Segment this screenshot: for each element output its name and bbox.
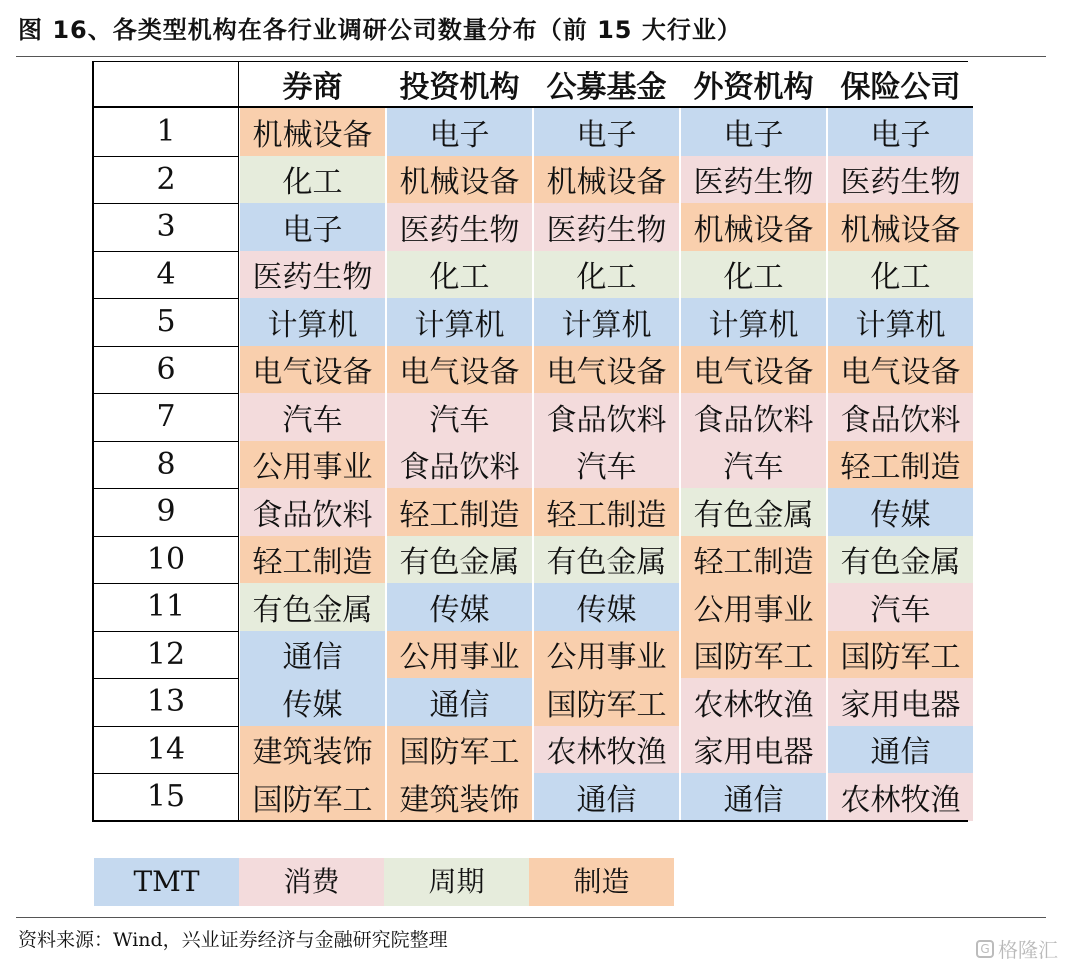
industry-cell: 化工 xyxy=(827,251,973,299)
rank-row-divider xyxy=(94,773,238,774)
industry-cell: 轻工制造 xyxy=(533,488,680,536)
table-row xyxy=(94,251,973,299)
industry-cell: 电子 xyxy=(239,203,386,251)
industry-cell: 食品饮料 xyxy=(386,441,533,489)
bottom-divider xyxy=(16,917,1046,918)
industry-cell: 医药生物 xyxy=(239,251,386,299)
rank-row-divider xyxy=(94,726,238,727)
industry-cell: 通信 xyxy=(386,678,533,726)
rank-number: 4 xyxy=(94,251,239,299)
rank-row-divider xyxy=(94,441,238,442)
header-corner xyxy=(94,62,239,107)
table-row xyxy=(94,346,973,394)
industry-cell: 机械设备 xyxy=(239,107,386,156)
industry-cell: 有色金属 xyxy=(239,583,386,631)
industry-cell: 国防军工 xyxy=(533,678,680,726)
category-legend xyxy=(94,858,674,906)
table-row xyxy=(94,107,973,156)
industry-cell: 电气设备 xyxy=(827,346,973,394)
industry-cell: 有色金属 xyxy=(386,536,533,584)
figure-title: 图 16、各类型机构在各行业调研公司数量分布（前 15 大行业） xyxy=(18,16,742,44)
industry-cell: 医药生物 xyxy=(827,156,973,204)
industry-cell: 计算机 xyxy=(386,298,533,346)
industry-cell: 电子 xyxy=(827,107,973,156)
industry-cell: 化工 xyxy=(239,156,386,204)
industry-cell: 汽车 xyxy=(386,393,533,441)
industry-cell: 轻工制造 xyxy=(680,536,827,584)
header-insurance-company: 保险公司 xyxy=(827,62,973,107)
industry-cell: 国防军工 xyxy=(386,726,533,774)
industry-cell: 电气设备 xyxy=(680,346,827,394)
industry-cell: 电子 xyxy=(533,107,680,156)
industry-cell: 国防军工 xyxy=(827,631,973,679)
source-note: 资料来源：Wind，兴业证券经济与金融研究院整理 xyxy=(18,929,448,951)
industry-cell: 农林牧渔 xyxy=(533,726,680,774)
industry-cell: 农林牧渔 xyxy=(680,678,827,726)
industry-cell: 医药生物 xyxy=(680,156,827,204)
industry-cell: 食品饮料 xyxy=(533,393,680,441)
rank-row-divider xyxy=(94,203,238,204)
rank-number: 5 xyxy=(94,298,239,346)
industry-cell: 通信 xyxy=(827,726,973,774)
industry-cell: 国防军工 xyxy=(680,631,827,679)
industry-cell: 农林牧渔 xyxy=(827,773,973,821)
rank-number: 9 xyxy=(94,488,239,536)
industry-cell: 食品饮料 xyxy=(827,393,973,441)
industry-cell: 汽车 xyxy=(533,441,680,489)
industry-cell: 公用事业 xyxy=(386,631,533,679)
rank-number: 15 xyxy=(94,773,239,821)
industry-cell: 化工 xyxy=(533,251,680,299)
table-header-row xyxy=(94,62,973,107)
table-row xyxy=(94,726,973,774)
rank-number: 7 xyxy=(94,393,239,441)
industry-cell: 通信 xyxy=(680,773,827,821)
watermark xyxy=(976,934,1058,963)
legend-item-tmt: TMT xyxy=(94,858,239,906)
rank-row-divider xyxy=(94,393,238,394)
rank-row-divider xyxy=(94,583,238,584)
rank-row-divider xyxy=(94,251,238,252)
industry-cell: 机械设备 xyxy=(680,203,827,251)
table-row xyxy=(94,488,973,536)
industry-cell: 食品饮料 xyxy=(680,393,827,441)
top-divider xyxy=(16,56,1046,57)
industry-cell: 有色金属 xyxy=(533,536,680,584)
header-investment-institution: 投资机构 xyxy=(386,62,533,107)
industry-cell: 公用事业 xyxy=(533,631,680,679)
industry-cell: 机械设备 xyxy=(827,203,973,251)
industry-cell: 公用事业 xyxy=(239,441,386,489)
industry-cell: 电气设备 xyxy=(239,346,386,394)
rank-number: 12 xyxy=(94,631,239,679)
industry-cell: 有色金属 xyxy=(827,536,973,584)
industry-cell: 传媒 xyxy=(239,678,386,726)
table-row xyxy=(94,678,973,726)
table-row xyxy=(94,393,973,441)
industry-cell: 传媒 xyxy=(386,583,533,631)
table-row xyxy=(94,583,973,631)
industry-cell: 公用事业 xyxy=(680,583,827,631)
rank-number: 14 xyxy=(94,726,239,774)
rank-number: 6 xyxy=(94,346,239,394)
industry-cell: 建筑装饰 xyxy=(239,726,386,774)
table-row xyxy=(94,773,973,821)
industry-cell: 化工 xyxy=(680,251,827,299)
industry-cell: 电气设备 xyxy=(533,346,680,394)
rank-number: 1 xyxy=(94,107,239,156)
legend-item-cyclical: 周期 xyxy=(384,858,529,906)
industry-cell: 有色金属 xyxy=(680,488,827,536)
industry-cell: 轻工制造 xyxy=(386,488,533,536)
rank-row-divider xyxy=(94,631,238,632)
table-top-border xyxy=(92,61,968,62)
table-left-border xyxy=(92,62,94,822)
industry-cell: 轻工制造 xyxy=(827,441,973,489)
rank-row-divider xyxy=(94,346,238,347)
rank-row-divider xyxy=(94,488,238,489)
rank-number: 8 xyxy=(94,441,239,489)
industry-cell: 建筑装饰 xyxy=(386,773,533,821)
table-row xyxy=(94,631,973,679)
watermark-text: 格隆汇 xyxy=(998,938,1058,962)
rank-number: 2 xyxy=(94,156,239,204)
rank-row-divider xyxy=(94,156,238,157)
industry-cell: 家用电器 xyxy=(827,678,973,726)
table-row xyxy=(94,203,973,251)
industry-cell: 电子 xyxy=(680,107,827,156)
table-row xyxy=(94,156,973,204)
header-brokerage: 券商 xyxy=(239,62,386,107)
industry-cell: 传媒 xyxy=(533,583,680,631)
industry-cell: 国防军工 xyxy=(239,773,386,821)
industry-cell: 医药生物 xyxy=(386,203,533,251)
rank-row-divider xyxy=(94,298,238,299)
rank-number: 3 xyxy=(94,203,239,251)
rank-row-divider xyxy=(94,678,238,679)
table-row xyxy=(94,536,973,584)
table-row xyxy=(94,441,973,489)
rank-number: 10 xyxy=(94,536,239,584)
rank-number: 13 xyxy=(94,678,239,726)
table-row xyxy=(94,298,973,346)
industry-cell: 汽车 xyxy=(680,441,827,489)
industry-cell: 电子 xyxy=(386,107,533,156)
industry-cell: 化工 xyxy=(386,251,533,299)
industry-cell: 轻工制造 xyxy=(239,536,386,584)
rank-number: 11 xyxy=(94,583,239,631)
industry-cell: 通信 xyxy=(533,773,680,821)
rank-row-divider xyxy=(94,107,238,108)
industry-cell: 家用电器 xyxy=(680,726,827,774)
industry-cell: 计算机 xyxy=(680,298,827,346)
table-bottom-border xyxy=(92,820,968,822)
industry-cell: 通信 xyxy=(239,631,386,679)
legend-item-manufacturing: 制造 xyxy=(529,858,674,906)
legend-item-consumption: 消费 xyxy=(239,858,384,906)
industry-cell: 汽车 xyxy=(239,393,386,441)
industry-cell: 机械设备 xyxy=(533,156,680,204)
rank-column-border xyxy=(238,62,239,822)
industry-cell: 计算机 xyxy=(239,298,386,346)
watermark-logo-icon: G xyxy=(976,940,994,958)
industry-cell: 计算机 xyxy=(533,298,680,346)
industry-cell: 机械设备 xyxy=(386,156,533,204)
industry-cell: 汽车 xyxy=(827,583,973,631)
industry-cell: 电气设备 xyxy=(386,346,533,394)
rank-row-divider xyxy=(94,536,238,537)
header-public-fund: 公募基金 xyxy=(533,62,680,107)
industry-cell: 传媒 xyxy=(827,488,973,536)
industry-cell: 医药生物 xyxy=(533,203,680,251)
industry-cell: 计算机 xyxy=(827,298,973,346)
header-foreign-institution: 外资机构 xyxy=(680,62,827,107)
industry-cell: 食品饮料 xyxy=(239,488,386,536)
